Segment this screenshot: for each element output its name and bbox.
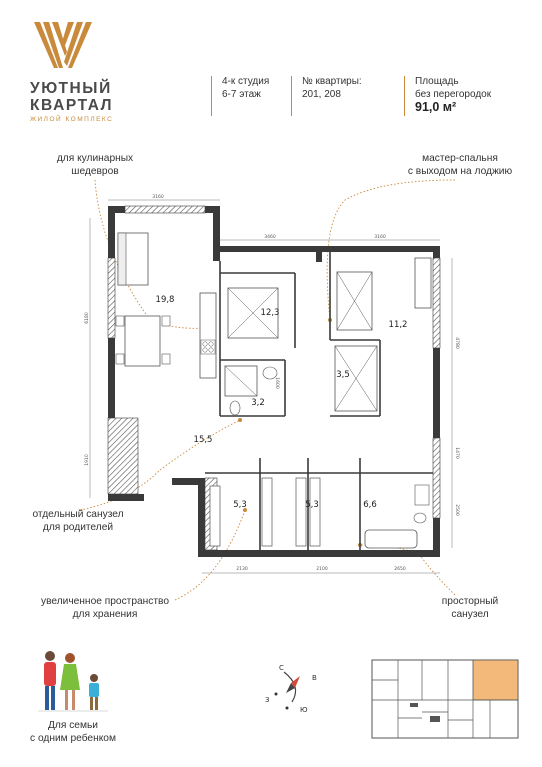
compass — [262, 656, 324, 716]
callout-bathroom-line1: просторный — [441, 596, 499, 607]
dim-bath-inner: 1600 — [274, 377, 279, 389]
dim-top-left: 3160 — [152, 195, 164, 200]
area-hall: 15,5 — [193, 435, 213, 445]
apartment-number-label: № квартиры: — [302, 76, 362, 87]
dim-left-lower: 1910 — [85, 454, 90, 466]
callout-master-line2: с выходом на лоджию — [407, 166, 513, 177]
floor-plan — [80, 188, 470, 583]
compass-west: З — [265, 696, 270, 704]
area-bathroom: 6,6 — [363, 500, 377, 510]
apartment-type-line2: 6-7 этаж — [222, 88, 261, 100]
area-value: 91,0 м² — [415, 100, 457, 114]
dim-bottom-3: 2650 — [394, 567, 406, 572]
desk — [415, 258, 431, 308]
dim-top-right: 3160 — [374, 235, 386, 240]
family-illustration — [38, 648, 108, 716]
apartment-type-line1: 4-к студия — [222, 76, 270, 87]
brand-name-line1: УЮТНЫЙ — [30, 80, 112, 97]
area-bath-small: 3,2 — [251, 398, 265, 408]
dim-right-upper: 4780 — [454, 337, 459, 349]
callout-parents-bath-line1: отдельный санузел — [32, 509, 124, 520]
toilet-big — [414, 513, 426, 523]
area-bedroom1: 12,3 — [260, 308, 280, 318]
building-minimap — [370, 656, 520, 742]
brand-name-line2: КВАРТАЛ — [30, 97, 114, 114]
area-storage1: 5,3 — [233, 500, 247, 510]
compass-north: С — [279, 664, 284, 672]
dim-right-mid: 1470 — [454, 447, 459, 459]
area-bedroom2: 11,2 — [388, 320, 408, 330]
sink-small — [263, 367, 277, 379]
sink-big — [415, 485, 429, 505]
callout-family-line1: Для семьи — [48, 720, 98, 731]
brand-subtitle: ЖИЛОЙ КОМПЛЕКС — [30, 116, 114, 123]
toilet-small — [230, 401, 240, 415]
dim-right-lower: 2500 — [454, 504, 459, 516]
bathtub — [365, 530, 417, 548]
callout-storage-line2: для хранения — [72, 609, 138, 620]
minimap-highlight — [473, 660, 518, 700]
dim-bottom-2: 2100 — [316, 567, 328, 572]
callout-storage-line1: увеличенное пространство — [40, 596, 170, 607]
area-living: 19,8 — [155, 295, 175, 305]
dim-left-upper: 6180 — [85, 312, 90, 324]
callout-kitchen-line1: для кулинарных — [56, 153, 134, 164]
dining-table — [125, 316, 160, 366]
callout-parents-bath-line2: для родителей — [42, 522, 114, 533]
compass-south: Ю — [300, 706, 308, 714]
dim-top-mid: 3460 — [264, 235, 276, 240]
callout-master-line1: мастер-спальня — [422, 153, 498, 164]
area-label-line2: без перегородок — [415, 88, 492, 100]
area-wardrobe: 3,5 — [336, 370, 350, 380]
callout-kitchen-line2: шедевров — [71, 166, 119, 177]
callout-family-line2: с одним ребенком — [30, 733, 116, 744]
area-storage2: 5,3 — [305, 500, 319, 510]
callout-bathroom-line2: санузел — [451, 609, 489, 620]
dim-bottom-1: 2130 — [236, 567, 248, 572]
apartment-number-value: 201, 208 — [302, 88, 341, 100]
area-label-line1: Площадь — [415, 76, 459, 87]
compass-east: В — [312, 674, 317, 682]
kitchen-counter — [200, 293, 216, 378]
